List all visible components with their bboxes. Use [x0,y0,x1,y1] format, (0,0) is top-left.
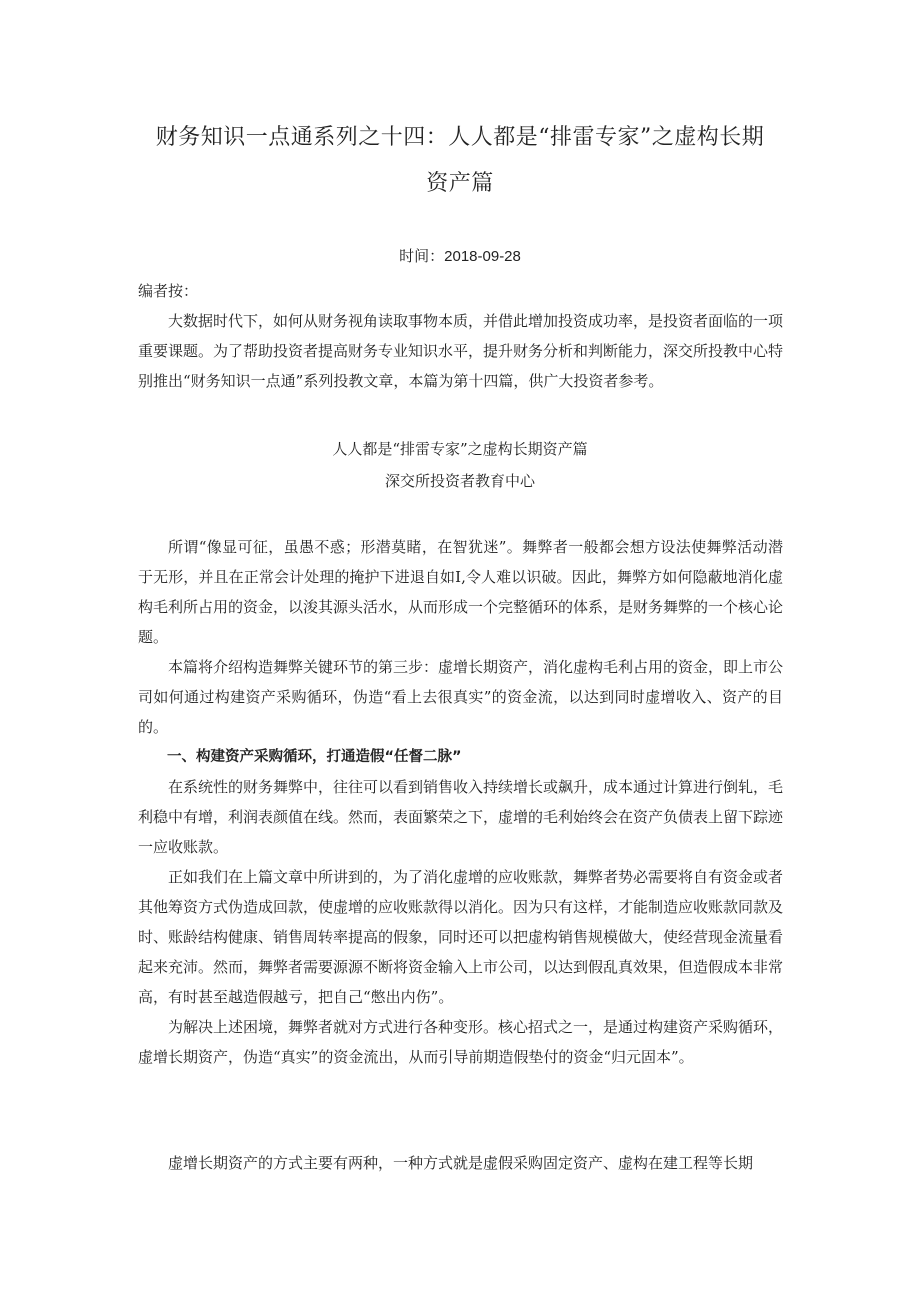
article-author: 深交所投资者教育中心 [384,472,535,490]
intro-block [138,306,783,396]
body-paragraph: 在系统性的财务舞弊中，往往可以看到销售收入持续增长或飙升，成本通过计算进行倒轧，毛利稳中有增，利润表颜值在线。然而，表面繁荣之下，虚增的毛利始终会在资产负债表上留下踪迹一应收账款。 [138,778,784,856]
body-paragraph: 虚增长期资产的方式主要有两种，一种方式就是虚假采购固定资产、虚构在建工程等长期 [168,1154,754,1172]
section-heading: 一、构建资产采购循环，打通造假“任督二脉” [167,749,462,765]
article-subtitle: 人人都是“排雷专家”之虚构长期资产篇 [332,440,588,458]
trailing-block [138,1148,783,1178]
article-body [138,532,783,1072]
body-paragraph: 为解决上述困境，舞弊者就对方式进行各种变形。核心招式之一，是通过构建资产采购循环，虚增长期资产，伪造“真实”的资金流出，从而引导前期造假垫付的资金“归元固本”。 [138,1018,784,1066]
body-paragraph: 本篇将介绍构造舞弊关键环节的第三步：虚增长期资产，消化虚构毛利占用的资金，即上市公司如何通过构建资产采购循环，伪造“看上去很真实”的资金流，以达到同时虚增收入、资产的目的。 [138,658,784,736]
document-title-line-2: 资产篇 [426,171,494,196]
publish-date [100,245,820,266]
body-paragraph: 正如我们在上篇文章中所讲到的，为了消化虚增的应收账款，舞弊者势必需要将自有资金或者其他筹资方式伪造成回款，使虚增的应收账款得以消化。因为只有这样，才能制造应收账款同款及时、账龄结构健康、销售周转率提高的假象，同时还可以把虚构销售规模做大，使经营现金流量看起来充沛。然而，舞弊者需要源源不断将资金输入上市公司，以达到假乱真效果，但造假成本非常高，有时甚至越造假越亏，把自己“憋出内伤”。 [138,868,784,1006]
date-value: 2018-09-28 [444,248,521,265]
document-title-line-1: 财务知识一点通系列之十四：人人都是“排雷专家”之虚构长期 [155,125,765,150]
intro-paragraph: 大数据时代下，如何从财务视角读取事物本质，并借此增加投资成功率，是投资者面临的一项重要课题。为了帮助投资者提高财务专业知识水平，提升财务分析和判断能力，深交所投教中心特别推出“财务知识一点通”系列投教文章，本篇为第十四篇，供广大投资者参考。 [138,312,784,390]
editor-note-label: 编者按： [138,282,199,300]
date-label: 时间： [399,247,445,265]
body-paragraph: 所谓“像显可征，虽愚不惑；形潜莫睹，在智犹迷”。舞弊者一般都会想方设法使舞弊活动潜于无形，并且在正常会计处理的掩护下进退自如I,令人难以识破。因此，舞弊方如何隐蔽地消化虚构毛利所占用的资金，以浚其源头活水，从而形成一个完整循环的体系，是财务舞弊的一个核心论题。 [138,538,784,646]
